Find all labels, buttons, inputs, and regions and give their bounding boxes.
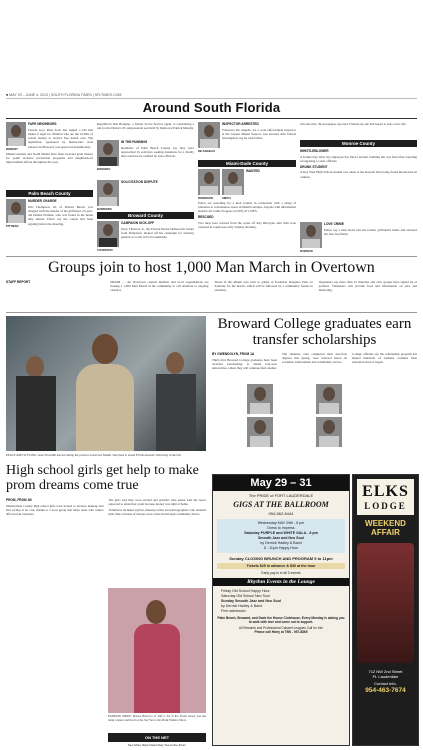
elks-name: ELKS	[362, 483, 409, 500]
left-column-story	[28, 199, 93, 227]
elks-address: 712 NW 2nd Street	[368, 669, 403, 674]
ad-line: Dress to Impress	[267, 526, 295, 530]
paragraph: Residents of Palm Beach County say they were approached by solicitors seeking donations for a charity that could not be verified by state officials.	[121, 145, 194, 159]
student-photo	[247, 384, 273, 414]
subhead: DRUNK STUDENT	[300, 164, 328, 169]
subhead: IN THE RUNNING	[121, 140, 148, 144]
ad-note: Tickets $25 in advance & $30 at the door	[217, 563, 345, 569]
mugshot-photo	[300, 222, 322, 248]
subhead: MURDER CHARGE	[28, 199, 57, 203]
subhead: RESCUED	[198, 215, 214, 220]
byline: PROM, FROM 1B	[6, 498, 32, 502]
paragraph: Organizers say more than 25 churches and civic groups have signed on as partners. Volunteers will provide food and information on jobs and mentoring.	[318, 280, 417, 293]
divider	[6, 256, 417, 257]
ad-dates: May 29 – 31	[213, 475, 349, 491]
far-right-column	[300, 122, 417, 128]
left-column	[28, 122, 93, 150]
gig-ballroom-ad	[212, 474, 350, 746]
fashion-show-photo	[108, 588, 206, 713]
ad-lounge-title: Rhythm Events in the Lounge	[213, 578, 349, 586]
paragraph: Florida Gov. Rick Scott has signed a bill that makes it legal for children who are the victims of sexual battery to receive free dental care. The legislation, sponsored by Democratic state senators in Broward, was approved unanimously.	[28, 127, 93, 149]
page-topline: ■ MAY 29 – JUNE 4, 2013 | SOUTH FLORIDA TIMES | SFLTIMES.COM	[6, 93, 417, 99]
story-1000-man-march	[6, 280, 417, 293]
right-column-wanted	[246, 169, 296, 175]
mugshot-photo	[97, 180, 119, 206]
paragraph: College officials say the scholarship program has helped hundreds of students continue their education since it began.	[352, 352, 417, 365]
mugshot-name: THURSTON	[97, 248, 113, 252]
elks-weekend: WEEKEND AFFAIR	[365, 519, 406, 537]
ad-lounge-line: Saturday Old School Neo Soul	[221, 594, 270, 598]
ad-subtitle: The PRIDE of FORT LAUDERDALE	[248, 493, 314, 498]
student-photo	[316, 384, 342, 414]
mugshot-photo	[6, 122, 26, 146]
story-prom	[6, 498, 206, 518]
ad-line: Smooth Jazz and Neo Soul	[258, 536, 304, 540]
subhead: WHISTLEBLOWER	[300, 149, 329, 153]
byline: STAFF REPORT	[6, 280, 31, 284]
mugshot-name: ROBERT	[6, 147, 18, 151]
mugshot-name: SMITH	[222, 196, 231, 200]
mugshot-name: DE ANGELIS	[198, 149, 215, 153]
mugshot-photo	[97, 140, 119, 166]
subhead: LOVE CRIME	[324, 222, 344, 226]
subhead: SOLICITATION DISPUTE	[121, 180, 158, 184]
mugshot-photo	[222, 169, 244, 195]
mid-column-story2	[121, 180, 194, 186]
paragraph: Those in the Miami area plan to gather at Frederick Douglass Park on Saturday for the march, which will be followed by a community forum on solutions.	[214, 280, 313, 293]
right-column-cont	[198, 201, 296, 231]
subhead: WANTED	[246, 169, 260, 173]
ad-footer2: All Rewards and Professional Cabaret Leagues Call for Info	[238, 626, 324, 630]
paragraph: Francesco De Angelis, 54, a code enforcement inspector at the Greater Miami Seaport, was arrested after federal investigators say he took bribes.	[222, 127, 296, 141]
paragraph: Police are searching for a man wanted in connection with a string of robberies at convenience stores in Miami Gardens. Anyone with information should call Crime Stoppers at (305) 471-TIPS.	[198, 201, 296, 214]
subhead: FAPE NEIGHBORS	[28, 122, 57, 126]
ad-lounge-line: by Derrick Hadley & Band	[221, 604, 263, 608]
mid-column-story	[121, 140, 194, 160]
paragraph: Otis Thompson, 26, of Riviera Beach, was charged with the murder of his girlfriend, 25-year-old Denise Pittman, who was found in the home they shared. Police say the couple had been arguing before the shooting.	[28, 204, 93, 226]
mugshot-photo	[198, 169, 220, 195]
ad-lounge-line: Friday Old School Happy Hour	[221, 589, 270, 593]
elks-logo	[357, 479, 414, 515]
mugshot-name: BURROWS	[97, 207, 112, 211]
ad-line: Wednesday MAY 29th - 8 pm	[257, 521, 305, 525]
story-broward-college	[212, 352, 417, 370]
county-header: Miami-Dade County	[198, 160, 296, 167]
right-column-story	[222, 122, 296, 142]
mugshot-name: BONGINO	[97, 167, 111, 171]
mugshot-photo	[6, 199, 26, 223]
paragraph: Two men were rescued from the water off Key Biscayne after their boat capsized in rough seas early Sunday morning.	[198, 220, 296, 230]
paragraph: A Key West High School student was taken to the hospital after being found intoxicated on campus.	[300, 170, 417, 179]
ad-line: by Derrick Hadley & Band	[260, 541, 302, 545]
ad-footer3: Please call Harry at TBK - 957-8865	[254, 630, 308, 634]
elks-ad-image	[357, 543, 414, 663]
paragraph: Perry Thurston Jr., the Florida House Democratic leader from Plantation, kicked off his campaign for attorney general at a rally in Fort Lauderdale.	[121, 226, 194, 240]
paragraph: Miami Gardens and North Miami have been awarded grant money for youth violence prevention programs and neighborhood improvement efforts throughout the year.	[6, 152, 93, 165]
subhead: INSPECTOR ARRESTED	[222, 122, 259, 126]
ad-line: Saturday PURPLE and WHITE GALA - 8 pm	[244, 531, 318, 535]
paragraph: The girls said they were excited and grateful. One senior said she never expected to attend her prom because money was tight at home.	[108, 498, 206, 507]
on-the-net-link[interactable]: See More https://www.Say-Yes-to-the-Prom	[128, 743, 186, 747]
ad-line: 8 - 11pm Happy Hour	[263, 546, 299, 550]
paragraph: A former Key West city employee has filed a lawsuit claiming she was fired after reporting wrongdoing to state officials.	[300, 154, 417, 163]
subhead: CAMPAIGN KICK-OFF	[121, 221, 155, 225]
headline-1000-man-march: Groups join to host 1,000 Man March in Overtown	[48, 259, 375, 276]
county-header: Broward County	[97, 212, 194, 219]
ad-note2: Early pay is in all 3 events	[261, 571, 301, 575]
paragraph: MIAMI — An Overtown council member and local organizations are hosting a 1,000 Man March in the community to call attention to ongoing violence.	[110, 280, 209, 293]
county-header: Monroe County	[300, 140, 417, 147]
paragraph: Volunteers included stylists, makeup artists and photographers who donated their time. Dozens of dresses were collected through community drives.	[108, 507, 206, 517]
county-header: Palm Beach County	[6, 190, 93, 197]
ad-phone: 954-562-8444	[268, 511, 294, 516]
elks-city: Ft. Lauderdale	[372, 674, 399, 679]
mugshot-photo	[97, 221, 119, 247]
prom-photo-caption: PEACE AND STYLING: Janet Thornhill has fun during her prom in downtown Miami. She plans to attend Florida Atlantic University in the fall.	[6, 453, 182, 457]
left-column-cont	[6, 152, 93, 166]
elks-lodge: LODGE	[364, 501, 407, 511]
paragraph: Thirty-five Broward College graduates have been awarded scholarships to attend four-year universities, where they will continue their studies.	[212, 357, 277, 371]
byline: BY GWENDOLYN, FROM 1A	[212, 352, 255, 356]
ad-lounge-line: Free admission	[221, 609, 246, 613]
section-rule	[6, 118, 417, 119]
headline-broward-college: Broward College graduates earn transfer scholarships	[217, 316, 412, 348]
mugshot-name: PITTMAN	[6, 224, 19, 228]
mugshot-photo	[198, 122, 220, 148]
ad-title: GIGS AT THE BALLROOM	[233, 500, 329, 509]
student-photo	[316, 417, 342, 447]
section-title: Around South Florida	[142, 100, 281, 115]
student-photo	[247, 417, 273, 447]
prom-photo	[6, 316, 206, 451]
mugshot-name: DAWSON	[300, 249, 313, 253]
fashion-show-caption: FASHION SHOW: Marisa Burrows of Tuff n Tot N Pro Fresh Jersey was the lucky winner and host for the Say Yes to the Prom Fashion Show.	[108, 714, 206, 723]
divider	[6, 312, 417, 313]
on-the-net-banner: ON THE NET	[108, 733, 206, 742]
mid-column-intro	[97, 122, 194, 132]
far-right-column-story2	[324, 222, 417, 238]
elks-lodge-ad	[352, 474, 419, 746]
mid-column-story3	[121, 221, 194, 241]
paragraph: who shot her, the newspaper reported. Friends say she had hoped to start a new life.	[300, 122, 407, 126]
ad-events	[217, 519, 345, 553]
elks-contact: Contact Info.	[374, 681, 397, 686]
paragraph: Miami-Dade County high school girls were treated to dresses, makeup and hair styling at no cost, thanks to a local group that helps teens who cannot afford prom expenses.	[6, 503, 104, 517]
ad-lounge-line: Sunday Smooth Jazz and Neo Soul	[221, 599, 281, 603]
ad-lounge-list	[213, 589, 349, 614]
mugshot-name: ROBINSON	[198, 196, 214, 200]
paragraph: The students, who completed their associate degrees this spring, were selected based on academic achievement and community service.	[282, 352, 347, 365]
ad-footer: Palm Beach, Broward, and Dade the House Clubhouse, Every Monday is asking you to walk with love and come out to support.	[217, 616, 345, 624]
paragraph: Republican Dan Bongino, a former Secret Service agent, is considering a run for the District 18 congressional seat held by Democrat Patrick Murphy.	[97, 122, 194, 131]
headline-prom: High school girls get help to make prom dreams come true	[6, 463, 199, 493]
far-right-column-story	[300, 149, 417, 180]
elks-phone: 954-463-7674	[365, 687, 406, 694]
paragraph: Police say a man broke into his former girlfriend's home and attacked her new boyfriend.	[324, 227, 417, 236]
ad-sunday: Sunday CLOSING BRUNCH AND PROGRAM 5 to 11pm	[229, 556, 333, 561]
